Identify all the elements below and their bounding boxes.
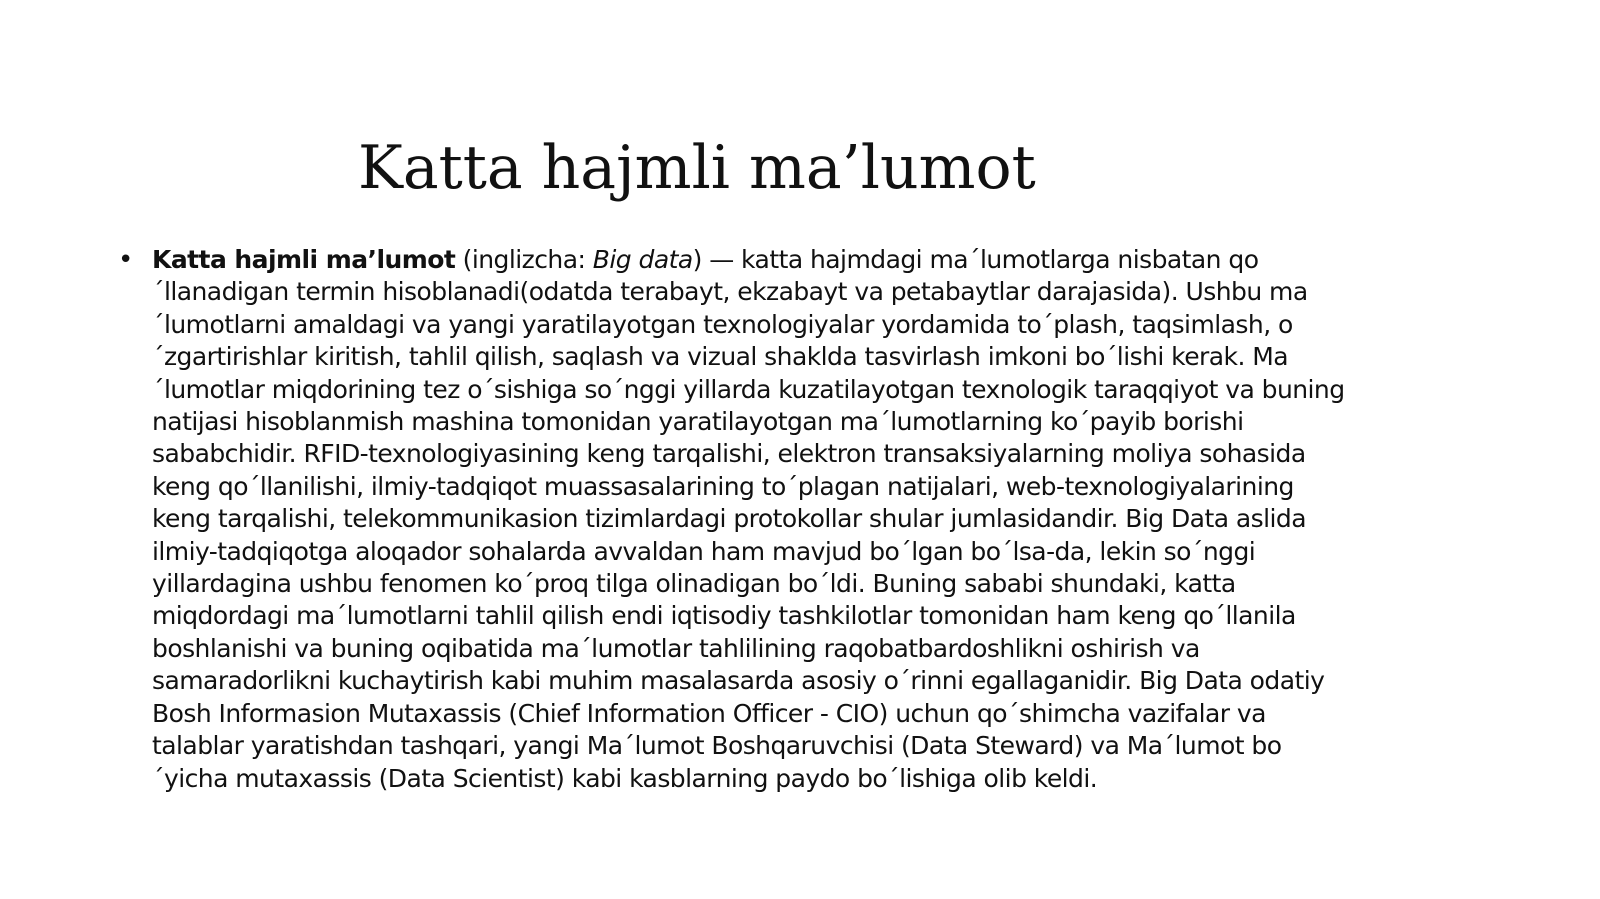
paragraph-line: ´lumotlarni amaldagi va yangi yaratilayotgan texnologiyalar yordamida to´plash, taqsimlash, o: [152, 309, 1293, 339]
bullet-list: [118, 244, 1508, 795]
term-open: (inglizcha:: [455, 245, 593, 274]
term-bold: Katta hajmli ma’lumot: [152, 245, 456, 274]
paragraph-line: ´llanadigan termin hisoblanadi(odatda terabayt, ekzabayt va petabaytlar darajasida). Ushbu ma: [152, 277, 1308, 307]
bullet-item: [118, 244, 1508, 795]
paragraph-line: ´lumotlar miqdorining tez o´sishiga so´nggi yillarda kuzatilayotgan texnologik taraqqiyot va buning: [152, 374, 1345, 404]
slide-title: Katta hajmli ma’lumot: [358, 133, 1036, 203]
paragraph-line-first: [152, 244, 1508, 276]
paragraph-line: samaradorlikni kuchaytirish kabi muhim masalasarda asosiy o´rinni egallaganidir. Big Data odatiy: [152, 666, 1325, 696]
paragraph-line: yillardagina ushbu fenomen ko´proq tilga olinadigan bo´ldi. Buning sababi shundaki, katta: [152, 569, 1236, 599]
paragraph-line: miqdordagi ma´lumotlarni tahlil qilish endi iqtisodiy tashkilotlar tomonidan ham keng qo´llanila: [152, 601, 1296, 631]
paragraph-line: keng qo´llanilishi, ilmiy-tadqiqot muassasalarining to´plagan natijalari, web-texnologiyalarining: [152, 471, 1294, 501]
term-english-italic: Big data: [592, 245, 693, 274]
paragraph-line: natijasi hisoblanmish mashina tomonidan yaratilayotgan ma´lumotlarning ko´payib borishi: [152, 407, 1244, 437]
paragraph-line: talablar yaratishdan tashqari, yangi Ma´lumot Boshqaruvchisi (Data Steward) va Ma´lumot bo: [152, 731, 1282, 761]
paragraph-line: ilmiy-tadqiqotga aloqador sohalarda avvaldan ham mavjud bo´lgan bo´lsa-da, lekin so´nggi: [152, 536, 1256, 566]
paragraph-line: boshlanishi va buning oqibatida ma´lumotlar tahlilining raqobatbardoshlikni oshirish va: [152, 633, 1200, 663]
term-close: ) — katta hajmdagi ma´lumotlarga nisbatan qo: [692, 245, 1259, 274]
paragraph-line: ´zgartirishlar kiritish, tahlil qilish, saqlash va vizual shaklda tasvirlash imkoni bo´lishi kerak. Ma: [152, 342, 1289, 372]
paragraph-line: Bosh Informasion Mutaxassis (Chief Information Officer - CIO) uchun qo´shimcha vazifalar va: [152, 698, 1266, 728]
paragraph-line: ´yicha mutaxassis (Data Scientist) kabi kasblarning paydo bo´lishiga olib keldi.: [152, 763, 1098, 793]
paragraph-line: sababchidir. RFID-texnologiyasining keng tarqalishi, elektron transaksiyalarning moliya sohasida: [152, 439, 1306, 469]
paragraph-line: keng tarqalishi, telekommunikasion tizimlardagi protokollar shular jumlasidandir. Big Data aslida: [152, 504, 1306, 534]
bullet-dot-icon: •: [118, 245, 134, 275]
